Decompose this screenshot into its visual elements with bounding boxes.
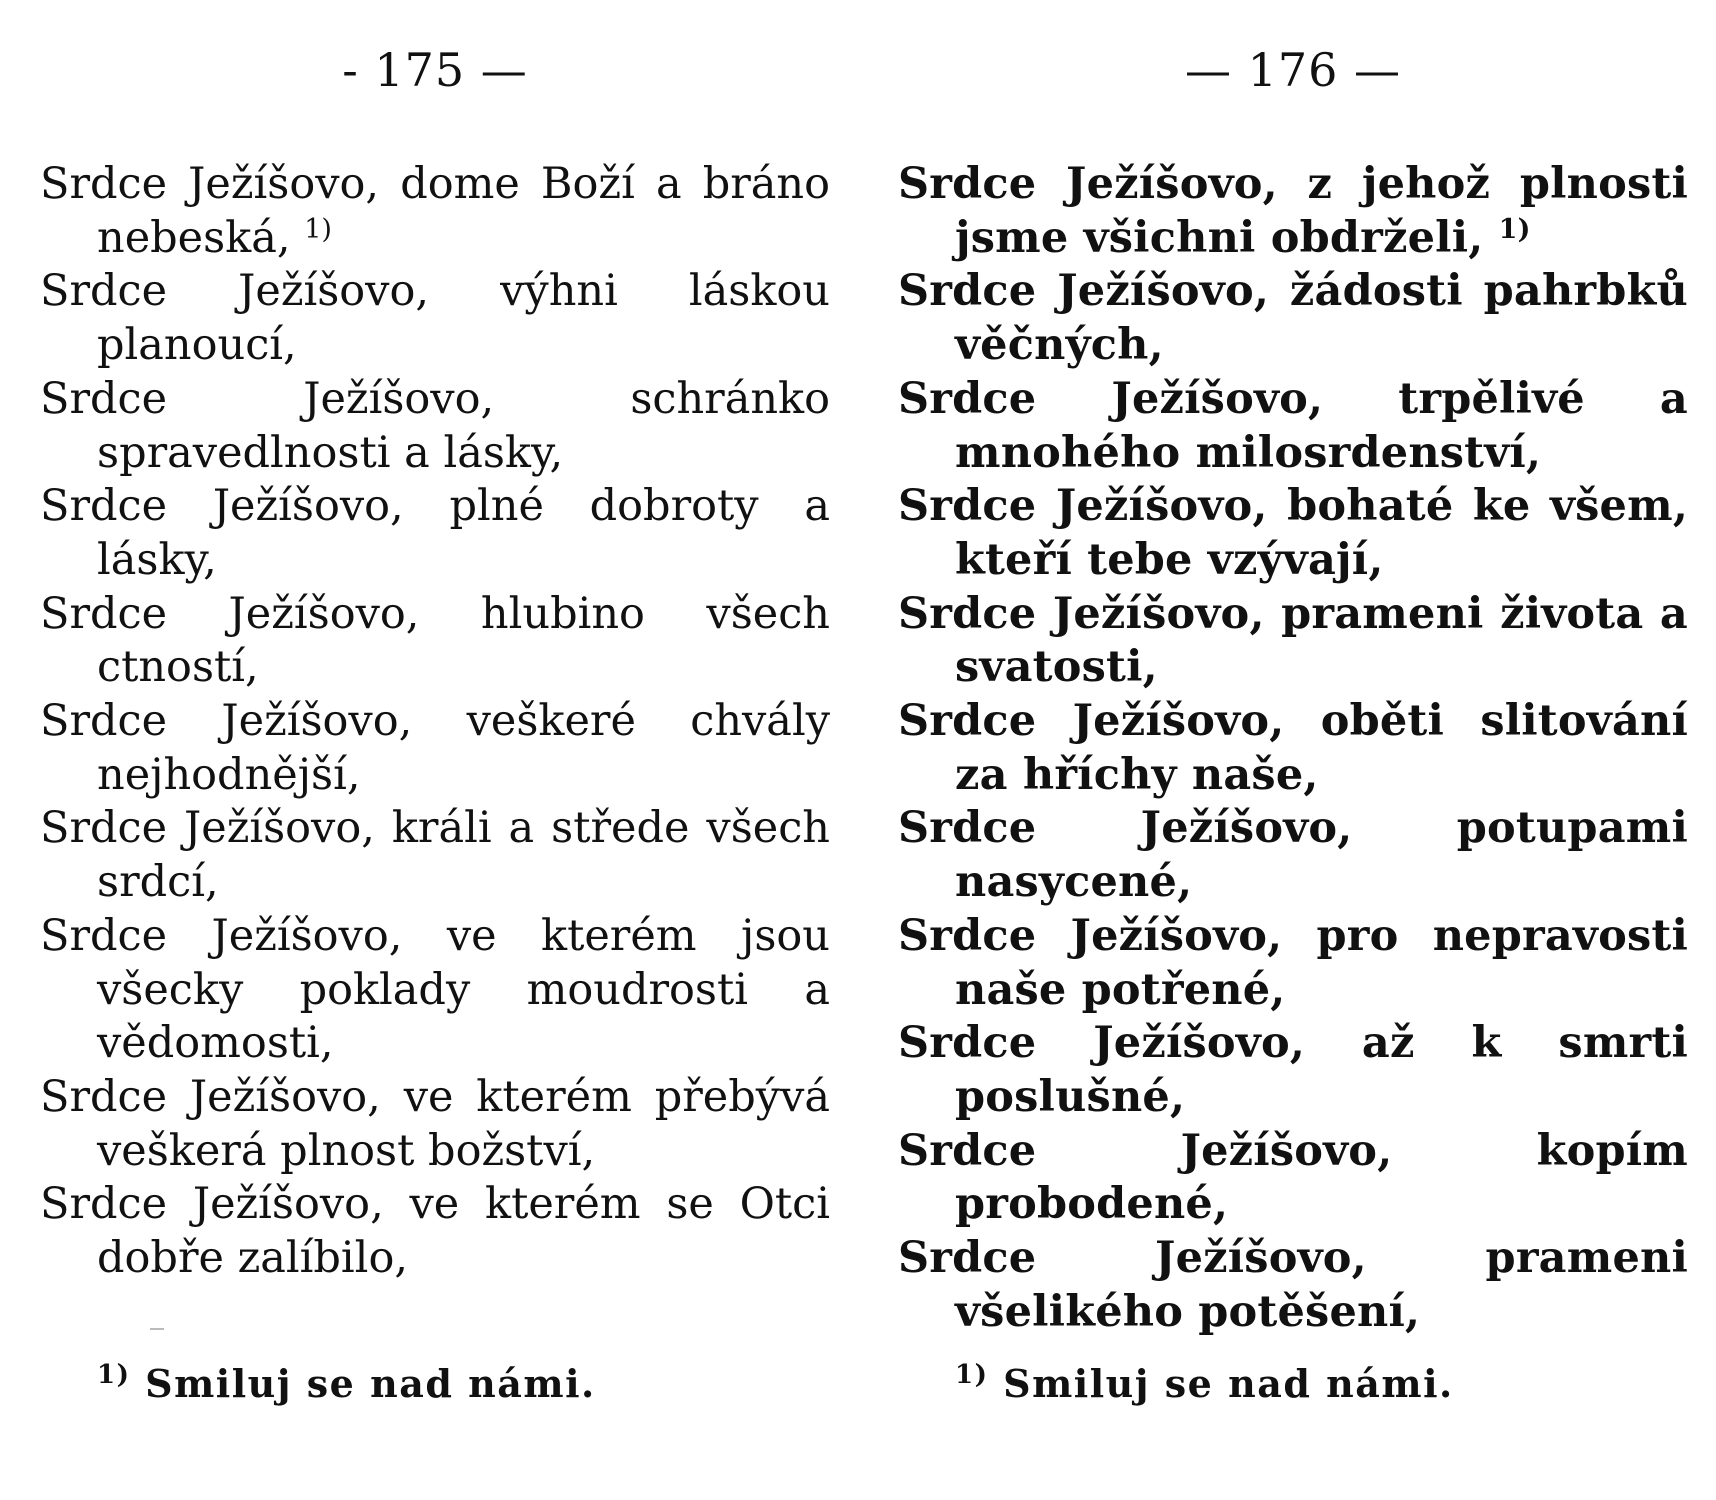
entry-text: Srdce Ježíšovo, žádosti pahrbků věčných, bbox=[898, 266, 1688, 371]
litany-entry bbox=[898, 373, 1688, 480]
litany-list bbox=[898, 158, 1688, 1339]
entry-text: Srdce Ježíšovo, králi a střede všech srdcí, bbox=[40, 803, 830, 908]
litany-entry bbox=[898, 1017, 1688, 1124]
footnote-mark: 1) bbox=[304, 213, 332, 245]
litany-list bbox=[40, 158, 830, 1286]
litany-entry bbox=[898, 480, 1688, 587]
right-page bbox=[898, 0, 1688, 1500]
entry-text: Srdce Ježíšovo, hlubino všech ctností, bbox=[40, 588, 830, 693]
litany-entry bbox=[40, 1178, 830, 1285]
entry-text: Srdce Ježíšovo, kopím probodené, bbox=[898, 1125, 1688, 1230]
entry-text: Srdce Ježíšovo, bohaté ke všem, kteří tebe vzývají, bbox=[898, 481, 1688, 585]
litany-entry bbox=[40, 158, 830, 265]
footnote-text: Smiluj se nad námi. bbox=[988, 1361, 1454, 1406]
entry-text: Srdce Ježíšovo, plné dobroty a lásky, bbox=[40, 481, 830, 585]
litany-entry bbox=[898, 695, 1688, 802]
litany-entry bbox=[40, 588, 830, 695]
entry-text: Srdce Ježíšovo, ve kterém přebývá veškerá plnost božství, bbox=[40, 1071, 830, 1176]
litany-entry bbox=[40, 910, 830, 1071]
litany-entry bbox=[898, 1125, 1688, 1232]
litany-entry bbox=[40, 1071, 830, 1178]
litany-entry bbox=[40, 480, 830, 587]
litany-entry bbox=[40, 373, 830, 480]
footnote-text: Smiluj se nad námi. bbox=[130, 1361, 596, 1406]
entry-text: Srdce Ježíšovo, ve kterém jsou všecky poklady moudrosti a vědomosti, bbox=[40, 910, 830, 1069]
litany-entry bbox=[898, 588, 1688, 695]
entry-text: Srdce Ježíšovo, oběti slitování za hříchy naše, bbox=[898, 696, 1688, 800]
entry-text: Srdce Ježíšovo, prameni všelikého potěšení, bbox=[898, 1233, 1688, 1337]
footnote-rule bbox=[150, 1328, 164, 1330]
litany-entry bbox=[898, 265, 1688, 372]
litany-entry bbox=[898, 158, 1688, 265]
litany-entry bbox=[898, 802, 1688, 909]
page-number: - 175 — bbox=[342, 43, 528, 97]
litany-entry bbox=[40, 265, 830, 372]
footnote-mark: 1) bbox=[97, 1360, 131, 1390]
left-page bbox=[40, 0, 830, 1500]
litany-entry bbox=[898, 1232, 1688, 1339]
entry-text: Srdce Ježíšovo, trpělivé a mnohého milosrdenství, bbox=[898, 373, 1688, 478]
litany-entry bbox=[40, 695, 830, 802]
entry-text: Srdce Ježíšovo, výhni láskou planoucí, bbox=[40, 266, 830, 371]
entry-text: Srdce Ježíšovo, dome Boží a bráno nebeská, bbox=[40, 159, 830, 263]
footnote-mark: 1) bbox=[1498, 213, 1531, 245]
entry-text: Srdce Ježíšovo, veškeré chvály nejhodnější, bbox=[40, 696, 830, 800]
entry-text: Srdce Ježíšovo, pro nepravosti naše potřené, bbox=[898, 910, 1688, 1015]
entry-text: Srdce Ježíšovo, až k smrti poslušné, bbox=[898, 1018, 1688, 1122]
footnote-mark: 1) bbox=[955, 1360, 989, 1390]
entry-text: Srdce Ježíšovo, schránko spravedlnosti a lásky, bbox=[40, 373, 830, 478]
litany-entry bbox=[40, 802, 830, 909]
litany-entry bbox=[898, 910, 1688, 1017]
entry-text: Srdce Ježíšovo, prameni života a svatosti, bbox=[898, 588, 1688, 693]
entry-text: Srdce Ježíšovo, ve kterém se Otci dobře zalíbilo, bbox=[40, 1179, 830, 1284]
entry-text: Srdce Ježíšovo, potupami nasycené, bbox=[898, 803, 1688, 908]
entry-text: Srdce Ježíšovo, z jehož plnosti jsme všichni obdrželi, bbox=[898, 159, 1688, 263]
page-number: — 176 — bbox=[1184, 43, 1402, 97]
footnote bbox=[97, 1360, 596, 1408]
footnote bbox=[955, 1360, 1454, 1408]
